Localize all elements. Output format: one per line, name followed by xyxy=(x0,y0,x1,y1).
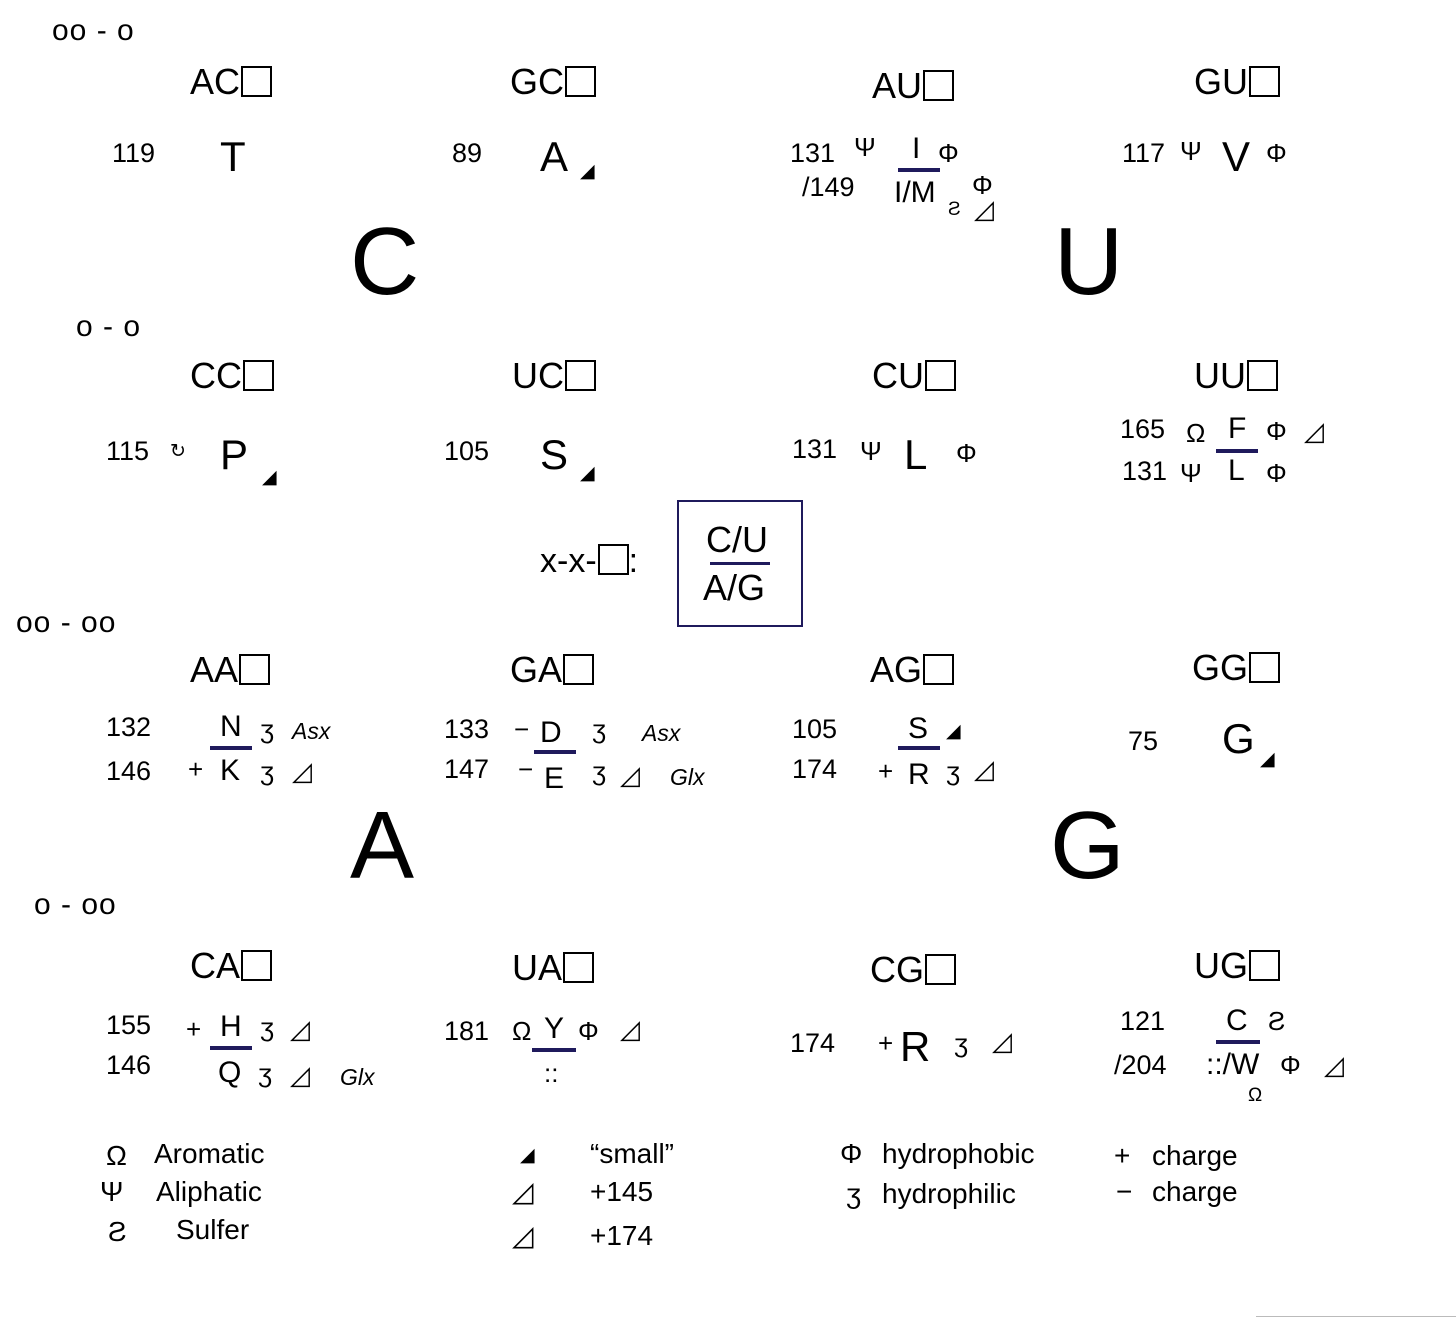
mass-gc: 89 xyxy=(452,138,483,168)
plus145-icon: ◿ xyxy=(292,756,312,786)
aa-aa-2: K xyxy=(220,754,241,787)
asx-tag: Asx xyxy=(642,720,681,746)
mass-aa-2: 146 xyxy=(106,756,152,786)
aa-uu-2: L xyxy=(1228,454,1245,487)
legend-hydrophobic: hydrophobic xyxy=(882,1138,1035,1169)
hydrophilic-icon: ʒ xyxy=(592,714,607,744)
small-icon: ◢ xyxy=(946,721,961,742)
wildcard-box xyxy=(598,544,629,575)
hydrophilic-icon: ʒ xyxy=(260,756,275,786)
wildcard-box xyxy=(563,654,594,685)
mass-uu-1: 165 xyxy=(1120,414,1166,444)
wildcard-box xyxy=(563,952,594,983)
wildcard-box xyxy=(241,66,272,97)
aliphatic-icon: Ψ xyxy=(860,436,882,466)
wildcard-box xyxy=(923,654,954,685)
aromatic-icon: Ω xyxy=(1248,1085,1263,1106)
legend-small: “small” xyxy=(590,1138,674,1169)
small-icon: ◢ xyxy=(520,1145,535,1166)
legend-plus145: +145 xyxy=(590,1176,654,1207)
codon-ac: AC xyxy=(190,64,272,100)
plus145-icon: ◿ xyxy=(512,1176,534,1207)
quadrant-letter-a: A xyxy=(350,792,415,899)
hydrophobic-icon: Φ xyxy=(938,138,959,168)
small-icon: ◢ xyxy=(580,463,595,484)
wildcard-box xyxy=(1247,360,1278,391)
aa-ac: T xyxy=(220,133,246,180)
small-icon: ◢ xyxy=(1260,749,1275,770)
fraction-bar xyxy=(710,562,770,565)
negative-charge-icon: − xyxy=(1116,1176,1133,1207)
wildcard-box xyxy=(1249,66,1280,97)
wildcard-box xyxy=(923,70,954,101)
aa-divider-bar xyxy=(210,1046,252,1050)
aa-uu-1: F xyxy=(1228,412,1247,445)
aa-cc: P xyxy=(220,431,249,478)
positive-charge-icon: + xyxy=(186,1014,202,1044)
legend-negative-charge: charge xyxy=(1152,1176,1238,1207)
mass-aa-1: 132 xyxy=(106,712,152,742)
codon-uc: UC xyxy=(512,358,596,394)
aromatic-icon: Ω xyxy=(106,1140,127,1171)
sulfer-icon: Ƨ xyxy=(108,1216,127,1247)
plus145-icon: ◿ xyxy=(290,1014,310,1044)
codon-cc: CC xyxy=(190,358,274,394)
legend-aromatic: Aromatic xyxy=(154,1138,265,1169)
row-label-4: o - oo xyxy=(34,888,117,921)
aa-au-1: I xyxy=(912,132,921,165)
aa-divider-bar xyxy=(210,746,252,750)
glx-tag: Glx xyxy=(670,764,705,790)
wildcard-box xyxy=(565,360,596,391)
wildcard-box xyxy=(925,954,956,985)
glx-tag: Glx xyxy=(340,1064,375,1090)
negative-charge-icon: − xyxy=(518,754,534,784)
aliphatic-icon: Ψ xyxy=(100,1176,124,1207)
mass-ca-1: 155 xyxy=(106,1010,152,1040)
wildcard-box xyxy=(239,654,270,685)
wildcard-box xyxy=(1249,652,1280,683)
mass-cc: 115 xyxy=(106,436,150,466)
fraction-bottom: A/G xyxy=(703,567,766,608)
hydrophobic-icon: Φ xyxy=(1280,1050,1301,1080)
hydrophilic-icon: ʒ xyxy=(946,756,961,786)
codon-gu: GU xyxy=(1194,64,1280,100)
hydrophilic-icon: ʒ xyxy=(954,1028,969,1058)
mass-ga-1: 133 xyxy=(444,714,490,744)
cyclic-icon: ↻ xyxy=(170,441,186,462)
mass-ac: 119 xyxy=(112,138,156,168)
plus145-icon: ◿ xyxy=(290,1060,310,1090)
center-wildcard-label: x-x- : xyxy=(540,542,639,580)
wildcard-box xyxy=(243,360,274,391)
negative-charge-icon: − xyxy=(514,714,530,744)
aromatic-icon: Ω xyxy=(512,1016,532,1046)
aa-cu: L xyxy=(904,431,928,478)
mass-ag-1: 105 xyxy=(792,714,838,744)
aa-gc: A xyxy=(540,133,569,180)
row-label-3: oo - oo xyxy=(16,606,117,639)
hydrophobic-icon: Φ xyxy=(1266,458,1287,488)
plus174-icon: ◿ xyxy=(1324,1050,1344,1080)
mass-ug-2: /204 xyxy=(1114,1050,1167,1080)
aa-cg: R xyxy=(900,1023,931,1070)
hydrophobic-icon: Φ xyxy=(578,1016,599,1046)
aa-au-2: I/M xyxy=(894,176,936,209)
legend-hydrophilic: hydrophilic xyxy=(882,1178,1016,1209)
plus145-icon: ◿ xyxy=(974,194,994,224)
hydrophobic-icon: Φ xyxy=(840,1138,863,1169)
legend-positive-charge: charge xyxy=(1152,1140,1238,1171)
codon-ga: GA xyxy=(510,652,594,688)
plus174-icon: ◿ xyxy=(620,1014,640,1044)
codon-ag: AG xyxy=(870,652,954,688)
small-icon: ◢ xyxy=(580,161,595,182)
row-label-2: o - o xyxy=(76,310,142,343)
plus174-icon: ◿ xyxy=(992,1026,1012,1056)
hydrophobic-icon: Φ xyxy=(956,438,977,468)
fraction-top: C/U xyxy=(706,519,768,560)
aromatic-icon: Ω xyxy=(1186,418,1206,448)
codon-au: AU xyxy=(872,68,954,104)
sulfer-icon: Ƨ xyxy=(1268,1006,1286,1036)
mass-gg: 75 xyxy=(1128,726,1159,756)
codon-aa: AA xyxy=(190,652,270,688)
hydrophobic-icon: Φ xyxy=(1266,138,1287,168)
codon-ua: UA xyxy=(512,950,594,986)
aa-ga-1: D xyxy=(540,716,562,749)
codon-ug: UG xyxy=(1194,948,1280,984)
aa-divider-bar xyxy=(1216,1040,1260,1044)
hydrophilic-icon: ʒ xyxy=(260,714,275,744)
mass-ua: 181 xyxy=(444,1016,490,1046)
legend-sulfer: Sulfer xyxy=(176,1214,250,1245)
legend-plus174: +174 xyxy=(590,1220,654,1251)
hydrophilic-icon: ʒ xyxy=(258,1058,273,1088)
mass-ag-2: 174 xyxy=(792,754,838,784)
codon-uu: UU xyxy=(1194,358,1278,394)
aa-ca-2: Q xyxy=(218,1056,242,1089)
aa-divider-bar xyxy=(1216,449,1258,453)
mass-cg: 174 xyxy=(790,1028,836,1058)
wildcard-box xyxy=(1249,950,1280,981)
aa-ca-1: H xyxy=(220,1010,242,1043)
mass-ca-2: 146 xyxy=(106,1050,152,1080)
mass-au-2: /149 xyxy=(802,172,855,202)
hydrophobic-icon: Φ xyxy=(972,170,993,200)
aa-divider-bar xyxy=(534,750,576,754)
aa-ag-2: R xyxy=(908,758,930,791)
quadrant-letter-c: C xyxy=(350,208,420,315)
hydrophilic-icon: ʒ xyxy=(592,756,607,786)
small-icon: ◢ xyxy=(262,467,277,488)
plus174-icon: ◿ xyxy=(974,754,994,784)
wildcard-box xyxy=(241,950,272,981)
aa-ug-2: ::/W xyxy=(1206,1048,1260,1081)
aa-divider-bar xyxy=(898,168,940,172)
codon-gc: GC xyxy=(510,64,596,100)
aa-gg: G xyxy=(1222,715,1255,762)
positive-charge-icon: + xyxy=(188,754,204,784)
codon-cg: CG xyxy=(870,952,956,988)
aa-uc: S xyxy=(540,431,569,478)
quadrant-letter-g: G xyxy=(1050,792,1125,899)
mass-au-1: 131 xyxy=(790,138,836,168)
mass-uc: 105 xyxy=(444,436,490,466)
sulfer-icon: Ƨ xyxy=(948,199,961,220)
imidazole-dots-icon: :: xyxy=(544,1058,559,1088)
hydrophobic-icon: Φ xyxy=(1266,416,1287,446)
legend-aliphatic: Aliphatic xyxy=(156,1176,262,1207)
plus145-icon: ◿ xyxy=(1304,416,1324,446)
mass-ug-1: 121 xyxy=(1120,1006,1166,1036)
quadrant-letter-u: U xyxy=(1054,208,1124,315)
aa-ga-2: E xyxy=(544,762,565,795)
codon-ca: CA xyxy=(190,948,272,984)
hydrophilic-icon: ʒ xyxy=(846,1178,862,1209)
aliphatic-icon: Ψ xyxy=(1180,458,1202,488)
mass-ga-2: 147 xyxy=(444,754,490,784)
plus174-icon: ◿ xyxy=(512,1220,534,1251)
wildcard-box xyxy=(565,66,596,97)
row-label-1: oo - o xyxy=(52,14,135,47)
codon-cu: CU xyxy=(872,358,956,394)
aa-ug-1: C xyxy=(1226,1004,1248,1037)
codon-gg: GG xyxy=(1192,650,1280,686)
aa-divider-bar xyxy=(898,746,940,750)
aa-ua-1: Y xyxy=(544,1012,565,1045)
aliphatic-icon: Ψ xyxy=(854,132,876,162)
wildcard-box xyxy=(925,360,956,391)
aa-gu: V xyxy=(1222,133,1251,180)
corner-divider xyxy=(1256,1316,1456,1317)
hydrophilic-icon: ʒ xyxy=(260,1012,275,1042)
positive-charge-icon: + xyxy=(1114,1140,1131,1171)
positive-charge-icon: + xyxy=(878,756,894,786)
asx-tag: Asx xyxy=(292,718,331,744)
mass-uu-2: 131 xyxy=(1122,456,1168,486)
aa-aa-1: N xyxy=(220,710,242,743)
mass-cu: 131 xyxy=(792,434,838,464)
plus145-icon: ◿ xyxy=(620,760,640,790)
mass-gu: 117 xyxy=(1122,138,1166,168)
aa-divider-bar xyxy=(532,1048,576,1052)
aliphatic-icon: Ψ xyxy=(1180,136,1202,166)
positive-charge-icon: + xyxy=(878,1028,894,1058)
aa-ag-1: S xyxy=(908,712,929,745)
